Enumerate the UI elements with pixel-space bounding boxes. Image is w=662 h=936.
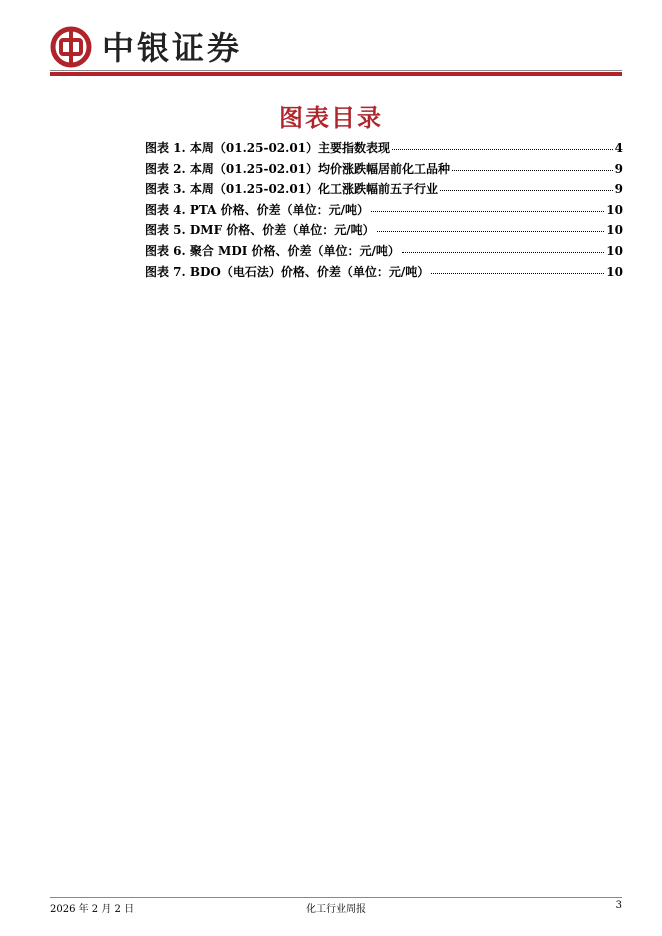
toc-entry-page: 9: [614, 182, 623, 197]
toc-leader-dots: [371, 211, 604, 212]
toc-entry-label: 图表 2. 本周（01.25-02.01）均价涨跌幅居前化工品种: [145, 161, 451, 176]
toc-entry-page: 10: [606, 223, 623, 238]
figure-table-of-contents: [145, 139, 623, 283]
toc-entry-page: 10: [606, 243, 623, 258]
toc-entry-label: 图表 4. PTA 价格、价差（单位：元/吨）: [145, 202, 370, 217]
toc-entry-label: 图表 3. 本周（01.25-02.01）化工涨跌幅前五子行业: [145, 182, 439, 197]
toc-entry-label: 图表 5. DMF 价格、价差（单位：元/吨）: [145, 223, 375, 238]
header-divider-thick: [50, 72, 622, 76]
toc-leader-dots: [392, 149, 613, 150]
toc-entry[interactable]: [145, 139, 623, 160]
toc-entry-page: 9: [614, 161, 623, 176]
toc-entry[interactable]: [145, 263, 623, 284]
toc-entry-label: 图表 6. 聚合 MDI 价格、价差（单位：元/吨）: [145, 243, 400, 258]
toc-entry-page: 10: [606, 264, 623, 279]
footer-divider: [50, 897, 622, 898]
toc-leader-dots: [402, 252, 604, 253]
page-footer: [50, 900, 622, 916]
header-divider-thin: [50, 70, 622, 71]
toc-leader-dots: [452, 170, 613, 171]
toc-entry[interactable]: [145, 160, 623, 181]
toc-entry-label: 图表 1. 本周（01.25-02.01）主要指数表现: [145, 141, 391, 155]
toc-leader-dots: [431, 273, 604, 274]
bank-of-china-logo-icon: [50, 26, 92, 68]
toc-entry-page: 4: [614, 141, 623, 155]
toc-entry[interactable]: [145, 221, 623, 242]
toc-entry-label: 图表 7. BDO（电石法）价格、价差（单位：元/吨）: [145, 264, 430, 279]
toc-entry-page: 10: [606, 202, 623, 217]
toc-title: 图表目录: [279, 104, 383, 132]
toc-entry[interactable]: [145, 180, 623, 201]
brand-name: 中银证券: [102, 29, 243, 67]
footer-report-name: 化工行业周报: [306, 904, 366, 915]
footer-page-number: 3: [615, 900, 622, 911]
toc-leader-dots: [377, 231, 605, 232]
footer-date: 2026 年 2 月 2 日: [50, 904, 135, 915]
toc-entry[interactable]: [145, 201, 623, 222]
toc-entry[interactable]: [145, 242, 623, 263]
toc-leader-dots: [440, 190, 613, 191]
